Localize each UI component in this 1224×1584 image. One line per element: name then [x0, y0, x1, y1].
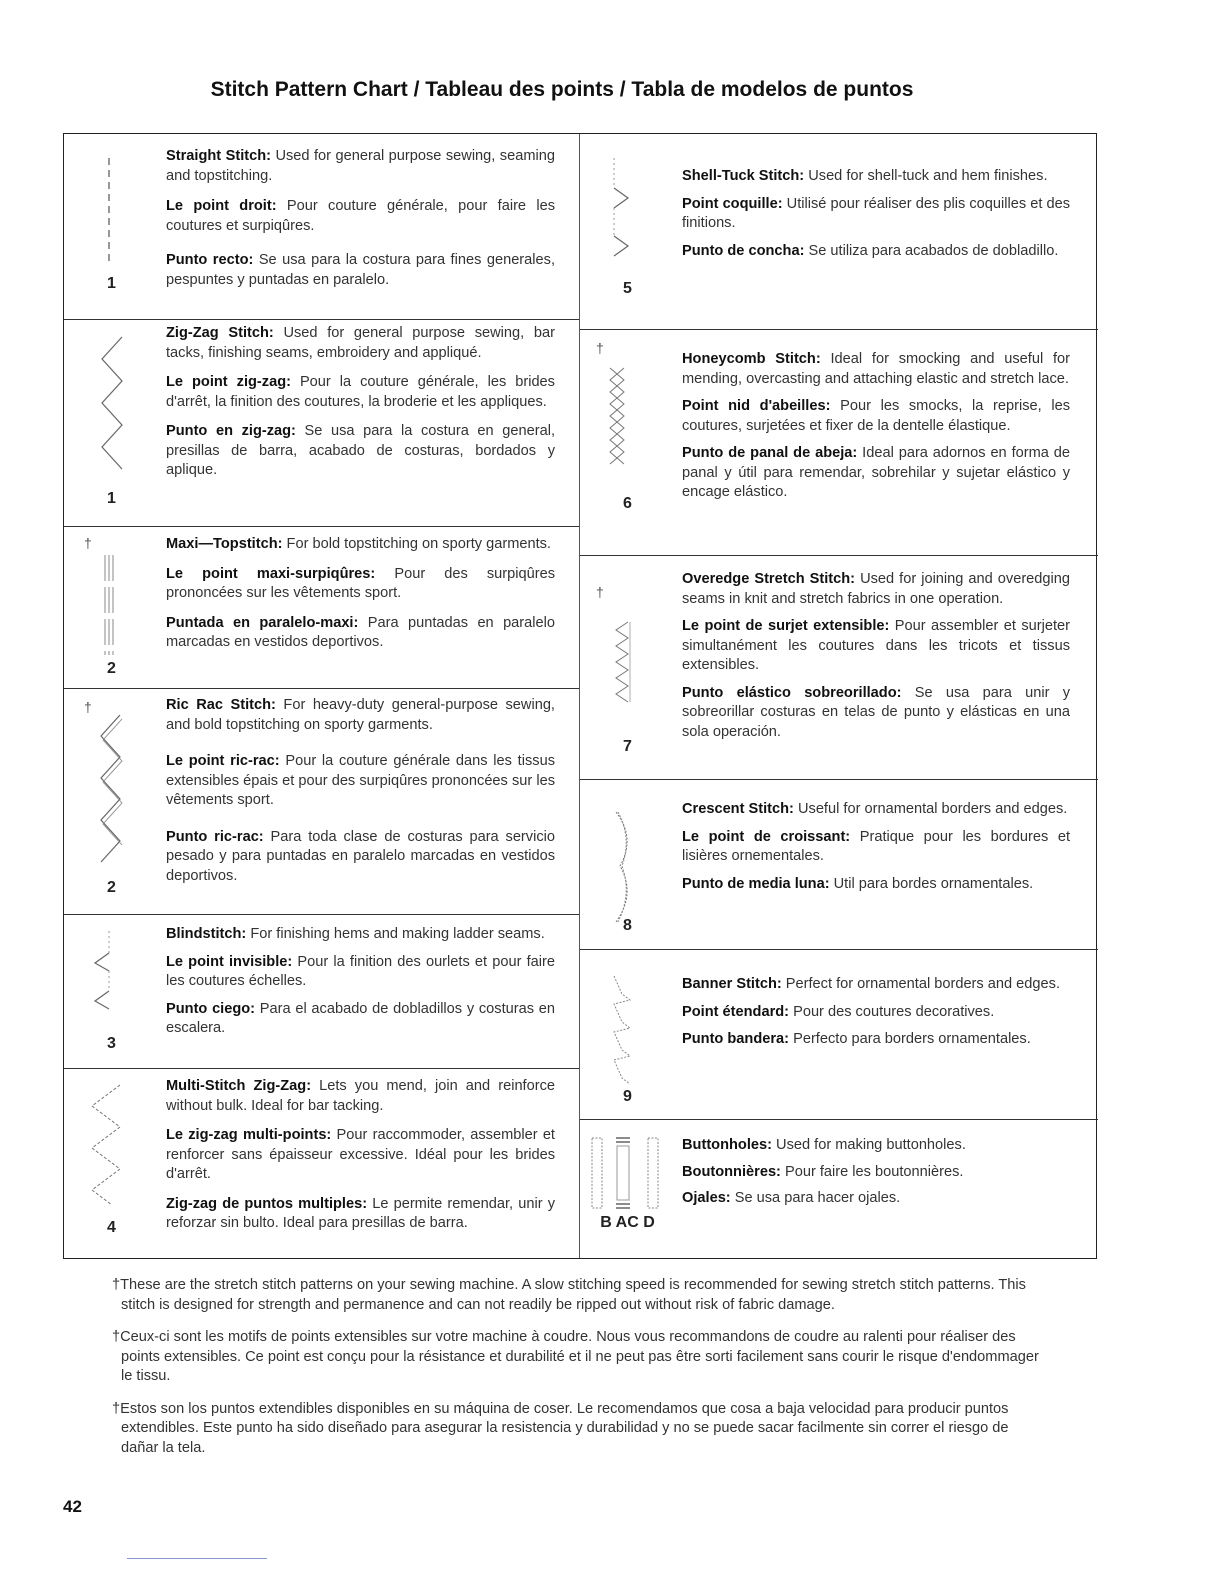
stitch-description-es	[682, 875, 1070, 895]
stitch-description-text: For heavy-duty general-purpose sewing, and bold topstitching on sporty garments.	[166, 697, 555, 733]
stitch-name-label: Point nid d'abeilles:	[682, 398, 831, 414]
stitch-name-label: Le zig-zag multi-points:	[166, 1127, 332, 1143]
stitch-cell-shell-tuck	[580, 134, 1098, 330]
stitch-name-label: Le point zig-zag:	[166, 374, 291, 390]
stitch-description-text: Para toda clase de costuras para servicio pesado y para puntadas en paralelo marcadas en vestidos deportivos.	[166, 828, 555, 884]
stitch-description-text: Se usa para unir y sobreorillar costuras en telas de punto y elásticas en una sola operación.	[682, 684, 1070, 740]
stitch-description-es	[682, 1030, 1070, 1050]
stitch-name-label: Point coquille:	[682, 195, 783, 212]
stitch-name-label: Banner Stitch:	[682, 976, 782, 992]
stitch-description-text: Se usa para la costura en general, presillas de barra, acabado de costuras, bordados y aplique.	[166, 423, 556, 478]
left-column	[64, 134, 579, 1258]
stitch-chart-table	[63, 133, 1097, 1259]
stitch-name-label: Le point de surjet extensible:	[682, 618, 890, 634]
stretch-dagger: †	[596, 340, 604, 356]
footnote-fr: †Ceux-ci sont les motifs de points extensibles sur votre machine à coudre. Nous vous recommandons de coudre au ralenti pour réaliser des points extensibles. Ce point est conçu pour la résistance et durabilité et il ne peut pas être sorti facilement sans courir le risque d'endommager le tissu.	[112, 1329, 1039, 1384]
stitch-name-label: Blindstitch:	[166, 926, 247, 942]
stitch-name-label: Ric Rac Stitch:	[166, 697, 276, 713]
stitch-name-label: Punto ric-rac:	[166, 828, 264, 845]
stitch-description-text: Se usa para la costura para fines generales, pespuntes y puntadas en paralelo.	[166, 252, 555, 288]
stitch-description-text: Pour les smocks, la reprise, les coutures, surjetées et fixer de la dentelle élastique.	[682, 398, 1071, 434]
stitch-number: 7	[623, 738, 632, 755]
stitch-description-en	[166, 324, 555, 363]
stitch-description-fr	[682, 397, 1070, 436]
stitch-description-fr	[166, 752, 555, 811]
stitch-description-en	[682, 1136, 1070, 1156]
stitch-name-label: Crescent Stitch:	[682, 801, 794, 817]
stitch-description-en	[166, 1077, 555, 1116]
shell-tuck-stitch-icon	[610, 158, 634, 258]
stitch-number: 8	[623, 917, 632, 934]
stitch-name-label: Punto de concha:	[682, 242, 805, 259]
honeycomb-stitch-icon	[608, 368, 628, 468]
stitch-name-label: Le point maxi-surpiqûres:	[166, 565, 376, 582]
ric-rac-stitch-icon	[98, 715, 124, 865]
stitch-name-label: Overedge Stretch Stitch:	[682, 571, 856, 587]
banner-stitch-icon	[612, 976, 634, 1086]
stitch-description-en	[166, 147, 555, 186]
stitch-description-en	[166, 535, 555, 555]
stitch-description-text: Lets you mend, join and reinforce without bulk. Ideal for bar tacking.	[166, 1078, 555, 1114]
stitch-name-label: Buttonholes:	[682, 1137, 772, 1153]
stitch-cell-overedge	[580, 556, 1098, 780]
stitch-description-text: Useful for ornamental borders and edges.	[797, 801, 1068, 817]
footnote-es: †Estos son los puntos extendibles disponibles en su máquina de coser. Le recomendamos que cosa a baja velocidad para producir puntos extendibles. Este punto ha sido diseñado para asegurar la resistencia y durabilidad y no se puede sacar facilmente sin correr el riesgo de dañar la tela.	[112, 1400, 1009, 1456]
stitch-description-text: Used for shell-tuck and hem finishes.	[808, 168, 1048, 184]
stitch-number: 9	[623, 1088, 632, 1105]
stitch-description-en	[682, 800, 1070, 820]
stitch-name-label: Punto ciego:	[166, 1000, 256, 1017]
stitch-description-es	[682, 242, 1070, 262]
stitch-description-text: Para el acabado de dobladillos y costuras en escalera.	[166, 1000, 555, 1036]
stitch-description-es	[166, 251, 555, 290]
overedge-stretch-stitch-icon	[612, 622, 634, 702]
stitch-description-en	[682, 350, 1070, 389]
stitch-description-en	[682, 167, 1070, 187]
stitch-description-fr	[682, 1003, 1070, 1023]
stitch-number: 1	[107, 275, 116, 292]
stretch-dagger: †	[596, 584, 604, 600]
stitch-description-fr	[166, 953, 555, 992]
stitch-description-text: For finishing hems and making ladder seams.	[250, 926, 545, 942]
stitch-cell-buttonholes	[580, 1120, 1098, 1260]
stitch-description-text: Ideal for smocking and useful for mending, overcasting and attaching elastic and stretch lace.	[682, 351, 1070, 387]
multi-stitch-zigzag-icon	[90, 1085, 124, 1215]
stitch-description-text: Used for general purpose sewing, seaming and topstitching.	[166, 148, 555, 184]
stitch-description-text: Used for joining and overedging seams in knit and stretch fabrics in one operation.	[682, 571, 1070, 607]
stitch-description-text: Pour des coutures decoratives.	[793, 1003, 995, 1020]
stitch-name-label: Ojales:	[682, 1190, 731, 1206]
straight-stitch-icon	[104, 158, 114, 263]
stitch-number: 4	[107, 1219, 116, 1236]
stitch-cell-banner	[580, 950, 1098, 1120]
stitch-number: 6	[623, 495, 632, 512]
stitch-description-es	[166, 422, 555, 481]
stitch-cell-ric-rac	[64, 689, 579, 915]
stitch-name-label: Multi-Stitch Zig-Zag:	[166, 1078, 312, 1094]
stretch-dagger: †	[84, 699, 92, 715]
stitch-cell-straight	[64, 134, 579, 320]
stitch-cell-honeycomb	[580, 330, 1098, 556]
stitch-name-label: Le point ric-rac:	[166, 753, 280, 769]
stitch-number: 2	[107, 660, 116, 677]
stitch-cell-crescent	[580, 780, 1098, 950]
maxi-topstitch-icon	[102, 555, 116, 655]
stitch-description-fr	[682, 828, 1070, 867]
stitch-description-text: Used for making buttonholes.	[776, 1137, 966, 1153]
buttonhole-step-labels: B AC D	[600, 1214, 655, 1231]
stitch-description-text: Pour la finition des ourlets et pour faire les coutures échelles.	[166, 953, 555, 989]
stitch-description-text: For bold topstitching on sporty garments.	[286, 536, 551, 552]
footnote-en: †These are the stretch stitch patterns on your sewing machine. A slow stitching speed is recommended for sewing stretch stitch patterns. This stitch is designed for strength and permanence and can not readily be ripped out without risk of fabric damage.	[112, 1277, 1026, 1313]
stitch-cell-zigzag	[64, 320, 579, 527]
stitch-name-label: Honeycomb Stitch:	[682, 351, 821, 367]
page-title: Stitch Pattern Chart / Tableau des points / Tabla de modelos de puntos	[210, 78, 914, 101]
stitch-description-text: Pour des surpiqûres prononcées sur les vêtements sport.	[166, 565, 556, 601]
stitch-name-label: Punto elástico sobreorillado:	[682, 684, 902, 701]
stitch-description-text: Perfect for ornamental borders and edges.	[785, 976, 1060, 992]
stitch-name-label: Zig-Zag Stitch:	[166, 325, 274, 341]
buttonhole-stitch-icon	[590, 1136, 670, 1210]
stitch-description-text: Pour raccommoder, assembler et renforcer sans épaisseur excessive. Idéal pour les brides d'arrêt.	[166, 1127, 555, 1182]
stitch-description-en	[166, 925, 555, 945]
stitch-description-text: Ideal para adornos en forma de panal y útil para remendar, sobrehilar y sujetar elástico y encage elástico.	[682, 445, 1070, 500]
stitch-name-label: Le point invisible:	[166, 953, 293, 970]
stitch-description-fr	[682, 195, 1070, 234]
stitch-name-label: Punto de panal de abeja:	[682, 445, 858, 461]
stitch-name-label: Punto recto:	[166, 252, 254, 268]
stitch-description-text: Pour la couture générale, les brides d'arrêt, la finition des coutures, la broderie et les appliques.	[166, 374, 555, 410]
stitch-description-text: Utilisé pour réaliser des plis coquilles et des finitions.	[682, 195, 1070, 231]
blindstitch-icon	[92, 931, 122, 1021]
stitch-number: 3	[107, 1035, 116, 1052]
stitch-description-fr	[166, 197, 555, 236]
stitch-name-label: Shell-Tuck Stitch:	[682, 168, 805, 184]
stitch-description-fr	[682, 617, 1070, 676]
right-column	[579, 134, 1098, 1258]
stitch-description-en	[682, 570, 1070, 609]
stitch-description-text: Para puntadas en paralelo marcadas en vestidos deportivos.	[166, 614, 555, 650]
stitch-description-fr	[166, 1126, 555, 1185]
stitch-description-text: Pour faire les boutonnières.	[784, 1163, 964, 1180]
stitch-description-text: Pratique pour les bordures et lisières ornementales.	[682, 828, 1070, 864]
stitch-name-label: Straight Stitch:	[166, 148, 271, 164]
bottom-rule	[127, 1558, 267, 1559]
stitch-number: 2	[107, 879, 116, 896]
stitch-description-es	[166, 1195, 555, 1234]
stitch-number: 5	[623, 280, 632, 297]
stitch-name-label: Boutonnières:	[682, 1163, 781, 1180]
stitch-cell-multi-zigzag	[64, 1069, 579, 1260]
stitch-cell-blindstitch	[64, 915, 579, 1069]
stitch-description-text: Used for general purpose sewing, bar tacks, finishing seams, embroidery and appliqué.	[166, 325, 555, 361]
stitch-description-text: Pour la couture générale dans les tissus extensibles épais et pour des surpiqûres prononcées sur les vêtements sport.	[166, 753, 555, 808]
stitch-description-text: Le permite remendar, unir y reforzar sin bulto. Ideal para presillas de barra.	[166, 1195, 555, 1231]
stitch-name-label: Puntada en paralelo-maxi:	[166, 614, 359, 631]
zigzag-stitch-icon	[100, 337, 126, 487]
stitch-description-es	[166, 828, 555, 887]
stitch-description-en	[682, 975, 1070, 995]
stitch-name-label: Punto en zig-zag:	[166, 423, 296, 439]
stitch-name-label: Zig-zag de puntos multiples:	[166, 1195, 368, 1212]
stitch-description-en	[166, 696, 555, 735]
stitch-name-label: Le point droit:	[166, 198, 277, 214]
stitch-description-fr	[682, 1163, 1070, 1183]
stitch-description-es	[682, 444, 1070, 503]
stitch-description-text: Se usa para hacer ojales.	[734, 1190, 901, 1206]
stitch-description-fr	[166, 565, 555, 604]
stitch-name-label: Punto de media luna:	[682, 875, 830, 892]
stitch-number: 1	[107, 490, 116, 507]
stitch-description-text: Pour couture générale, pour faire les coutures et surpiqûres.	[166, 198, 555, 234]
stretch-stitch-footnotes	[112, 1276, 1047, 1471]
stitch-description-text: Perfecto para borders ornamentales.	[793, 1031, 1031, 1047]
stitch-description-text: Util para bordes ornamentales.	[833, 875, 1034, 892]
stitch-description-es	[682, 684, 1070, 743]
stretch-dagger: †	[84, 535, 92, 551]
stitch-name-label: Maxi—Topstitch:	[166, 536, 283, 552]
stitch-name-label: Point étendard:	[682, 1003, 790, 1020]
stitch-description-es	[166, 614, 555, 653]
stitch-cell-maxi-topstitch	[64, 527, 579, 689]
stitch-description-fr	[166, 373, 555, 412]
crescent-stitch-icon	[610, 808, 636, 928]
page-number: 42	[63, 1497, 82, 1516]
stitch-description-es	[166, 1000, 555, 1039]
stitch-name-label: Le point de croissant:	[682, 828, 851, 845]
stitch-description-text: Pour assembler et surjeter simultanément les coutures dans les tricots et tissus extensibles.	[682, 618, 1070, 673]
stitch-name-label: Punto bandera:	[682, 1031, 790, 1047]
stitch-description-text: Se utiliza para acabados de dobladillo.	[808, 242, 1059, 259]
stitch-description-es	[682, 1189, 1070, 1209]
